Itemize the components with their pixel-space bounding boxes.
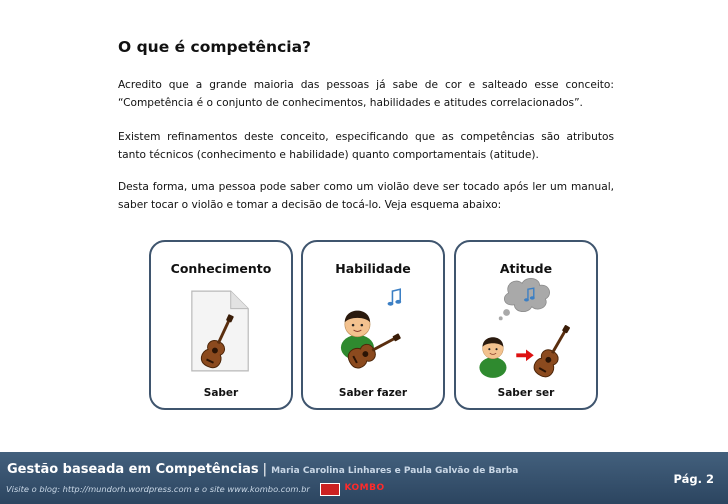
footer-blog — [6, 483, 384, 496]
panel-caption: Saber ser — [497, 387, 555, 399]
music-note-icon — [388, 289, 402, 306]
panel-title: Atitude — [499, 261, 553, 276]
panel-atitude — [454, 240, 598, 410]
person-playing-guitar-icon — [303, 276, 443, 386]
arrow-right-icon — [516, 349, 534, 361]
footer-authors: Maria Carolina Linhares e Paula Galvão de Barba — [271, 466, 519, 476]
panel-conhecimento — [149, 240, 293, 410]
document-guitar-icon — [151, 276, 291, 386]
paragraph-refinements: Existem refinamentos deste conceito, especificando que as competências são atributos tanto técnicos (conhecimento e habilidade) quanto comportamentais (atitude). — [118, 131, 614, 161]
panel-title: Conhecimento — [170, 261, 272, 276]
thought-bubble-icon — [499, 278, 550, 320]
panel-caption: Saber — [203, 387, 239, 399]
page-title: O que é competência? — [118, 38, 312, 56]
panel-title: Habilidade — [335, 261, 411, 276]
panel-habilidade — [301, 240, 445, 410]
kombo-logo-icon — [320, 483, 340, 496]
kombo-logo-text: KOMBO — [344, 483, 385, 493]
footer-separator: | — [262, 462, 268, 477]
person-thinking-guitar-icon — [456, 276, 596, 386]
paragraph-definition: Acredito que a grande maioria das pessoas já sabe de cor e salteado esse conceito: “Competência é o conjunto de conhecimentos, habilidades e atitudes correlacionados”. — [118, 79, 614, 109]
panel-caption: Saber fazer — [338, 387, 408, 399]
kombo-logo — [320, 483, 384, 496]
footer-title — [7, 462, 518, 477]
blog-link-text[interactable]: Visite o blog: http://mundorh.wordpress.com e o site www.kombo.com.br — [6, 484, 310, 494]
footer-bar — [0, 452, 728, 504]
page-number: Pág. 2 — [673, 472, 714, 486]
paragraph-example: Desta forma, uma pessoa pode saber como um violão deve ser tocado após ler um manual, saber tocar o violão e tomar a decisão de tocá-lo. Veja esquema abaixo: — [118, 181, 614, 211]
footer-title-text: Gestão baseada em Competências — [7, 462, 259, 477]
